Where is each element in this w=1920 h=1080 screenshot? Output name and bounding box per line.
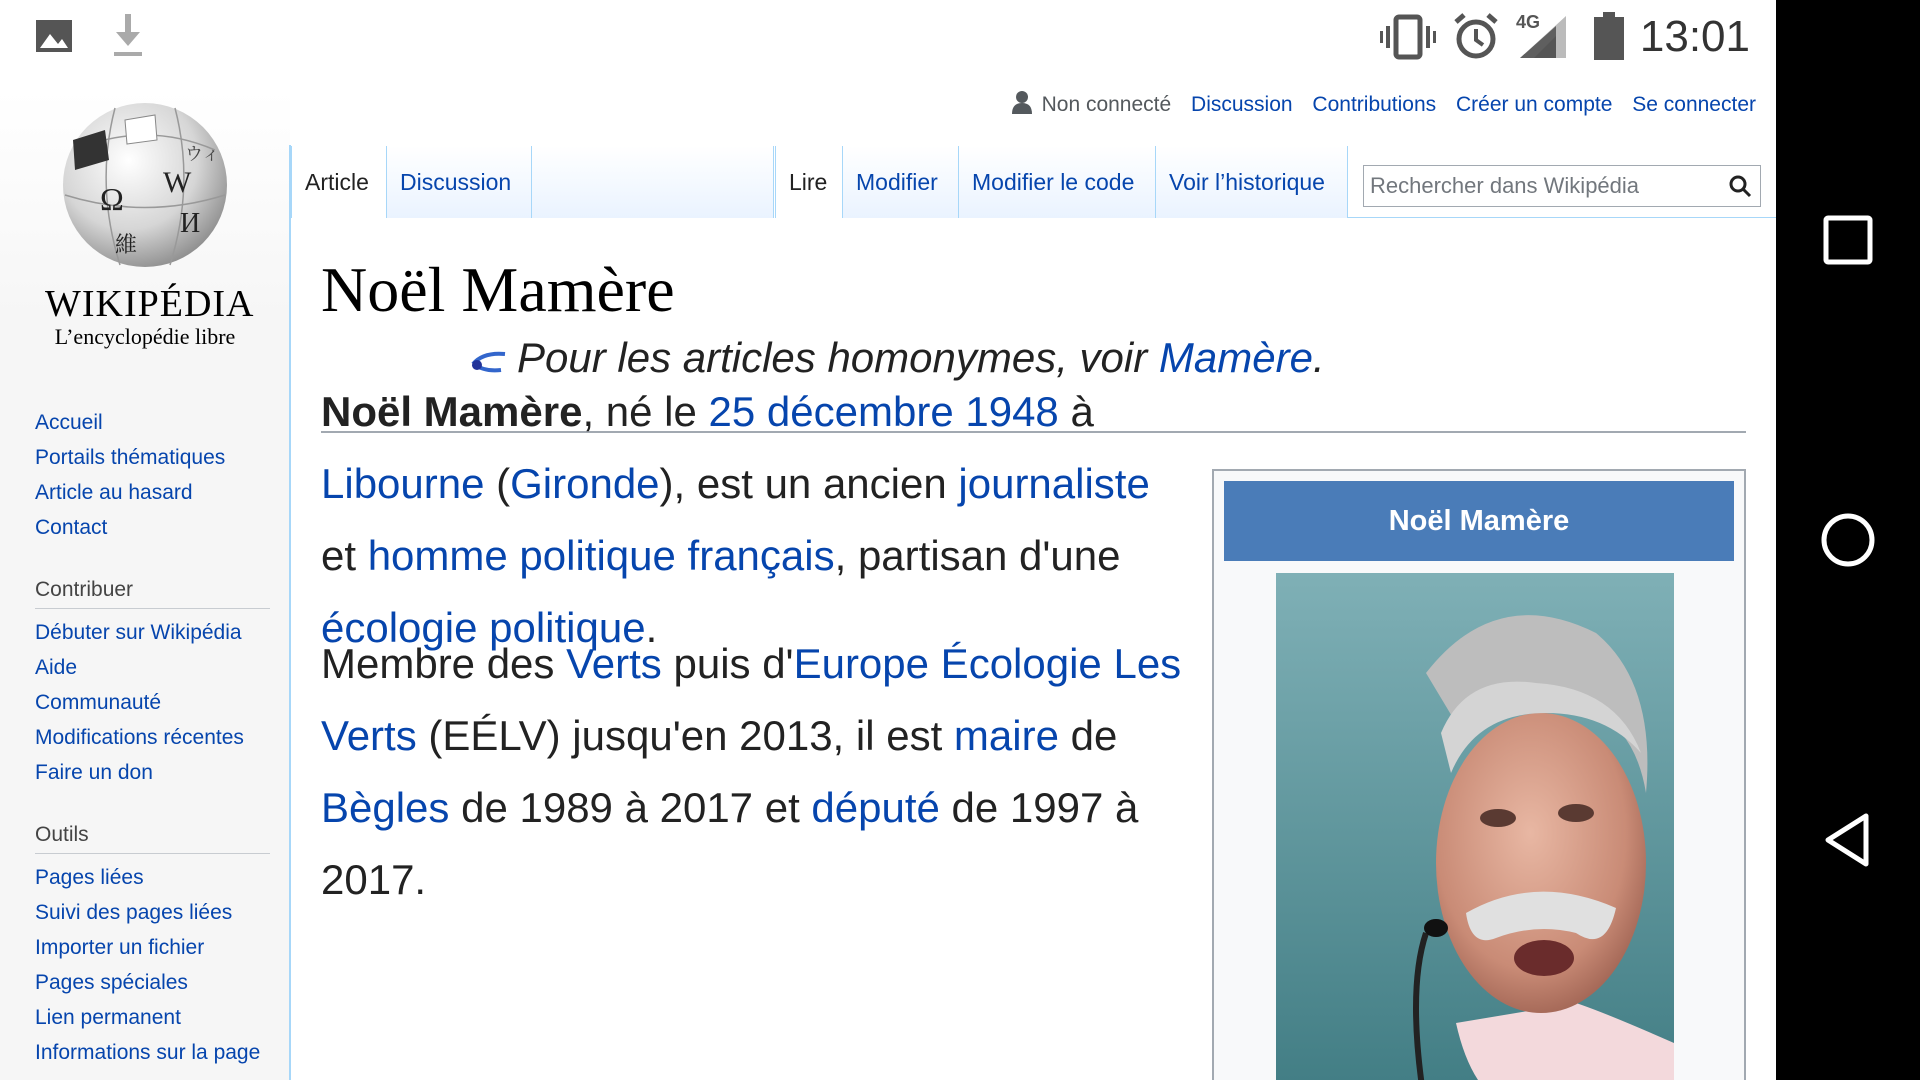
sidebar-item-portails[interactable]: Portails thématiques bbox=[35, 446, 226, 469]
sidebar-heading-contribuer: Contribuer bbox=[35, 578, 134, 601]
svg-text:Ω: Ω bbox=[100, 181, 124, 217]
wikipedia-logo[interactable] bbox=[45, 100, 255, 350]
personal-link-discussion[interactable]: Discussion bbox=[1191, 93, 1293, 116]
hatnote-text: Pour les articles homonymes, voir bbox=[517, 334, 1159, 381]
sidebar-item-informations[interactable]: Informations sur la page bbox=[35, 1041, 261, 1064]
alarm-icon bbox=[1452, 12, 1500, 60]
tabs-spacer bbox=[532, 146, 774, 218]
text: de 1989 à 2017 et bbox=[449, 784, 812, 831]
link-gironde[interactable]: Gironde bbox=[510, 460, 660, 507]
link-birthdate[interactable]: 25 décembre 1948 bbox=[708, 388, 1059, 435]
sidebar-divider bbox=[35, 608, 270, 609]
sidebar-item-accueil[interactable]: Accueil bbox=[35, 411, 103, 434]
sidebar-heading-outils: Outils bbox=[35, 823, 89, 846]
text: (EÉLV) jusqu'en 2013, il est bbox=[416, 712, 954, 759]
back-icon[interactable] bbox=[1818, 810, 1878, 870]
text: ( bbox=[484, 460, 511, 507]
text: Membre des bbox=[321, 640, 567, 687]
intro-paragraph bbox=[321, 376, 1191, 664]
text: . bbox=[645, 604, 658, 651]
tab-modifier-code[interactable]: Modifier le code bbox=[959, 146, 1156, 218]
status-time: 13:01 bbox=[1639, 12, 1750, 61]
user-icon bbox=[1012, 90, 1032, 114]
link-journaliste[interactable]: journaliste bbox=[958, 460, 1150, 507]
portrait-photo[interactable] bbox=[1276, 573, 1674, 1080]
sidebar-item-contact[interactable]: Contact bbox=[35, 516, 108, 539]
hatnote bbox=[469, 334, 1325, 382]
sidebar-item-suivi[interactable]: Suivi des pages liées bbox=[35, 901, 233, 924]
signal-icon bbox=[1518, 14, 1568, 58]
link-eelv[interactable]: Europe Écologie Les Verts bbox=[321, 640, 1182, 759]
tab-discussion[interactable]: Discussion bbox=[387, 146, 532, 218]
download-icon bbox=[108, 12, 148, 58]
login-link[interactable]: Se connecter bbox=[1632, 93, 1756, 116]
logo-title: WIKIPÉDIA bbox=[45, 283, 255, 325]
sidebar-item-speciales[interactable]: Pages spéciales bbox=[35, 971, 188, 994]
link-verts[interactable]: Verts bbox=[566, 640, 662, 687]
link-begles[interactable]: Bègles bbox=[321, 784, 450, 831]
infobox bbox=[1212, 469, 1746, 1080]
hatnote-end: . bbox=[1312, 334, 1325, 381]
svg-text:W: W bbox=[163, 166, 192, 199]
text: de 1997 à 2017. bbox=[321, 784, 1139, 903]
tab-historique[interactable]: Voir l’historique bbox=[1156, 146, 1348, 218]
svg-text:ウィ: ウィ bbox=[185, 144, 220, 165]
network-type: 4G bbox=[1516, 12, 1541, 32]
sidebar-item-modifications[interactable]: Modifications récentes bbox=[35, 726, 244, 749]
link-maire[interactable]: maire bbox=[953, 712, 1059, 759]
vibrate-icon bbox=[1380, 14, 1436, 60]
globe-icon bbox=[45, 100, 245, 280]
search-icon[interactable] bbox=[1728, 174, 1752, 198]
link-libourne[interactable]: Libourne bbox=[321, 460, 485, 507]
text: ), est un ancien bbox=[659, 460, 959, 507]
personal-toolbar bbox=[1012, 90, 1756, 117]
hatnote-link[interactable]: Mamère bbox=[1158, 334, 1313, 381]
battery-icon bbox=[1594, 12, 1624, 60]
text: , partisan d'une bbox=[834, 532, 1121, 579]
logo-subtitle: L’encyclopédie libre bbox=[54, 324, 236, 349]
disambiguation-icon bbox=[469, 346, 509, 376]
subject-name: Noël Mamère bbox=[321, 388, 583, 435]
link-depute[interactable]: député bbox=[811, 784, 940, 831]
sidebar-item-don[interactable]: Faire un don bbox=[35, 761, 153, 784]
sidebar-item-permanent[interactable]: Lien permanent bbox=[35, 1006, 181, 1029]
sidebar-item-pages-liees[interactable]: Pages liées bbox=[35, 866, 144, 889]
sidebar-item-hasard[interactable]: Article au hasard bbox=[35, 481, 193, 504]
sidebar-divider bbox=[35, 853, 270, 854]
svg-text:И: И bbox=[180, 208, 201, 239]
user-status: Non connecté bbox=[1041, 93, 1172, 116]
text: à bbox=[1058, 388, 1094, 435]
sidebar-item-importer[interactable]: Importer un fichier bbox=[35, 936, 205, 959]
tab-modifier[interactable]: Modifier bbox=[843, 146, 959, 218]
tab-lire[interactable]: Lire bbox=[775, 146, 843, 218]
text: de bbox=[1058, 712, 1118, 759]
sidebar-item-debuter[interactable]: Débuter sur Wikipédia bbox=[35, 621, 242, 644]
second-paragraph bbox=[321, 628, 1201, 916]
text: et bbox=[321, 532, 368, 579]
android-navigation-bar bbox=[1776, 0, 1920, 1080]
link-ecologie-politique[interactable]: écologie politique bbox=[321, 604, 646, 651]
page-title: Noël Mamère bbox=[321, 254, 675, 325]
create-account-link[interactable]: Créer un compte bbox=[1456, 93, 1613, 116]
image-icon bbox=[34, 16, 74, 56]
search-input[interactable] bbox=[1363, 165, 1761, 207]
home-icon[interactable] bbox=[1818, 510, 1878, 570]
infobox-title: Noël Mamère bbox=[1224, 481, 1734, 561]
svg-text:維: 維 bbox=[115, 233, 138, 258]
sidebar-item-communaute[interactable]: Communauté bbox=[35, 691, 162, 714]
search-placeholder: Rechercher dans Wikipédia bbox=[1370, 173, 1640, 198]
sidebar-item-aide[interactable]: Aide bbox=[35, 656, 78, 679]
link-homme-politique[interactable]: homme politique français bbox=[367, 532, 835, 579]
text: , né le bbox=[582, 388, 709, 435]
personal-link-contributions[interactable]: Contributions bbox=[1312, 93, 1437, 116]
tab-article[interactable]: Article bbox=[291, 146, 387, 218]
recent-apps-icon[interactable] bbox=[1818, 210, 1878, 270]
text: puis d' bbox=[661, 640, 794, 687]
article-content bbox=[291, 218, 1776, 1080]
